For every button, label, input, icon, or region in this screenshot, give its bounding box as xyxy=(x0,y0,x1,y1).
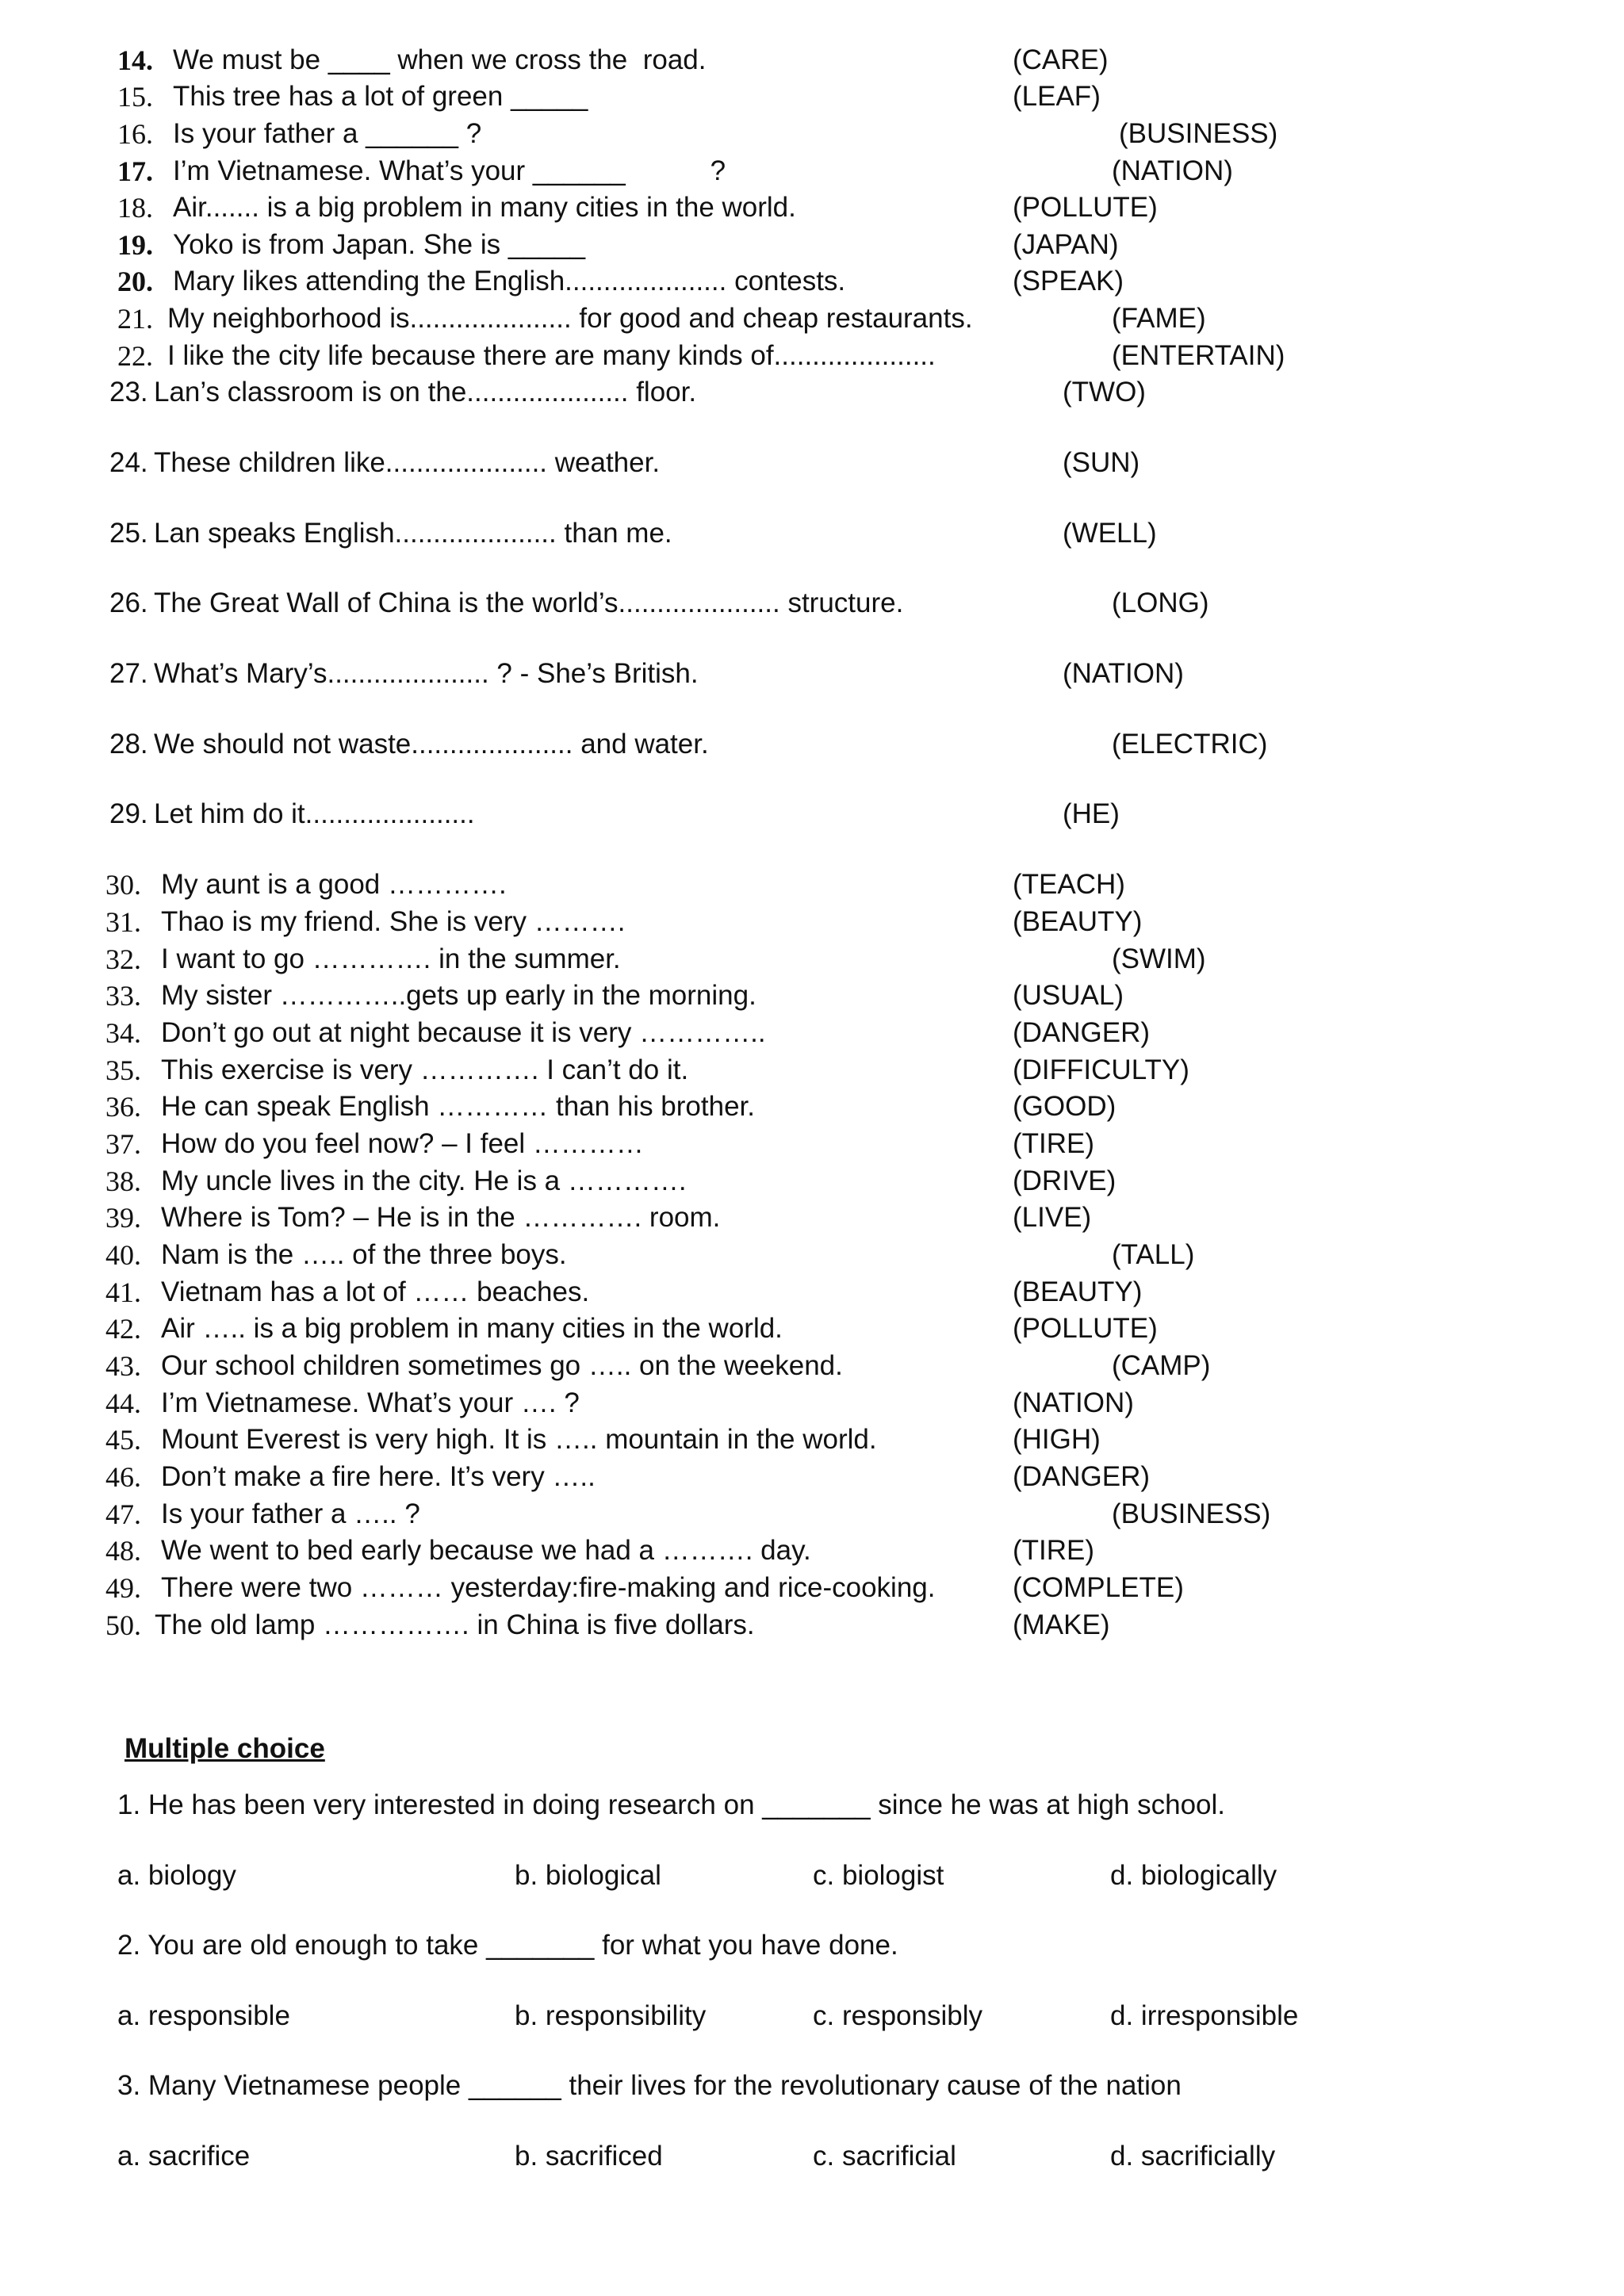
word-hint: (POLLUTE) xyxy=(1013,192,1158,223)
exercise-sentence: My neighborhood is..................... for good and cheap restaurants. xyxy=(167,303,973,334)
exercise-number: 39. xyxy=(105,1202,141,1234)
word-hint: (USUAL) xyxy=(1013,980,1124,1011)
word-hint: (BUSINESS) xyxy=(1112,1498,1271,1529)
answer-option: b. sacrificed xyxy=(515,2141,663,2172)
exercise-sentence: My uncle lives in the city. He is a …………. xyxy=(161,1165,687,1196)
exercise-sentence: The old lamp ……………. in China is five dollars. xyxy=(155,1609,755,1640)
exercise-number: 40. xyxy=(105,1239,141,1271)
exercise-sentence: We should not waste..................... and water. xyxy=(154,729,709,760)
word-hint: (BUSINESS) xyxy=(1119,118,1278,149)
exercise-sentence: Lan speaks English..................... than me. xyxy=(154,518,672,549)
exercise-sentence: Air....... is a big problem in many cities in the world. xyxy=(173,192,796,223)
answer-option: d. sacrificially xyxy=(1110,2141,1276,2172)
exercise-sentence: He can speak English ………… than his brother. xyxy=(161,1091,755,1122)
exercise-number: 31. xyxy=(105,906,141,938)
exercise-sentence: Vietnam has a lot of …… beaches. xyxy=(161,1276,590,1307)
exercise-number: 19. xyxy=(117,229,153,261)
word-hint: (POLLUTE) xyxy=(1013,1313,1158,1344)
exercise-sentence: My sister …………..gets up early in the morning. xyxy=(161,980,756,1011)
word-hint: (LEAF) xyxy=(1013,81,1101,112)
exercise-number: 16. xyxy=(117,118,153,150)
exercise-number: 37. xyxy=(105,1128,141,1160)
answer-option: d. biologically xyxy=(1110,1860,1277,1891)
exercise-sentence: How do you feel now? – I feel ………… xyxy=(161,1128,644,1159)
word-hint: (DIFFICULTY) xyxy=(1013,1054,1189,1085)
word-hint: (NATION) xyxy=(1063,658,1184,689)
exercise-sentence: Lan’s classroom is on the..................... floor. xyxy=(154,377,697,408)
exercise-number: 50. xyxy=(105,1609,141,1641)
exercise-sentence: These children like..................... weather. xyxy=(154,447,661,478)
exercise-number: 46. xyxy=(105,1461,141,1493)
exercise-number: 18. xyxy=(117,192,153,224)
exercise-sentence: Don’t make a fire here. It’s very ….. xyxy=(161,1461,596,1492)
exercise-sentence: This exercise is very …………. I can’t do it. xyxy=(161,1054,689,1085)
exercise-number: 41. xyxy=(105,1276,141,1308)
word-hint: (NATION) xyxy=(1112,155,1233,186)
word-hint: (SPEAK) xyxy=(1013,266,1124,297)
word-hint: (NATION) xyxy=(1013,1387,1134,1418)
word-hint: (JAPAN) xyxy=(1013,229,1119,260)
exercise-number: 48. xyxy=(105,1535,141,1567)
answer-option: c. responsibly xyxy=(813,2000,982,2031)
exercise-sentence: Our school children sometimes go ….. on the weekend. xyxy=(161,1350,843,1381)
exercise-number: 30. xyxy=(105,869,141,901)
word-hint: (DRIVE) xyxy=(1013,1165,1116,1196)
word-hint: (SUN) xyxy=(1063,447,1140,478)
word-hint: (TIRE) xyxy=(1013,1535,1095,1566)
exercise-number: 34. xyxy=(105,1017,141,1049)
word-hint: (COMPLETE) xyxy=(1013,1572,1184,1603)
exercise-number: 47. xyxy=(105,1498,141,1530)
answer-option: c. sacrificial xyxy=(813,2141,956,2172)
exercise-sentence: Thao is my friend. She is very ………. xyxy=(161,906,626,937)
exercise-number: 42. xyxy=(105,1313,141,1345)
exercise-sentence: I’m Vietnamese. What’s your ______ ? xyxy=(173,155,726,186)
word-hint: (TALL) xyxy=(1112,1239,1195,1270)
exercise-number: 43. xyxy=(105,1350,141,1382)
exercise-number: 24. xyxy=(109,447,148,478)
exercise-sentence: I want to go …………. in the summer. xyxy=(161,943,621,974)
exercise-sentence: Mount Everest is very high. It is ….. mountain in the world. xyxy=(161,1424,877,1455)
word-hint: (TEACH) xyxy=(1013,869,1125,900)
exercise-number: 22. xyxy=(117,340,153,372)
section-heading: Multiple choice xyxy=(124,1733,325,1764)
word-hint: (WELL) xyxy=(1063,518,1157,549)
word-hint: (BEAUTY) xyxy=(1013,1276,1143,1307)
word-hint: (LONG) xyxy=(1112,587,1209,618)
word-hint: (SWIM) xyxy=(1112,943,1206,974)
exercise-number: 20. xyxy=(117,266,153,297)
question-text: 1. He has been very interested in doing research on _______ since he was at high school. xyxy=(117,1789,1226,1820)
exercise-sentence: Where is Tom? – He is in the …………. room. xyxy=(161,1202,721,1233)
word-hint: (FAME) xyxy=(1112,303,1206,334)
word-hint: (ELECTRIC) xyxy=(1112,729,1268,760)
word-hint: (GOOD) xyxy=(1013,1091,1116,1122)
exercise-sentence: Nam is the ….. of the three boys. xyxy=(161,1239,567,1270)
word-hint: (ENTERTAIN) xyxy=(1112,340,1285,371)
exercise-sentence: Don’t go out at night because it is very ………….. xyxy=(161,1017,766,1048)
exercise-number: 15. xyxy=(117,81,153,113)
exercise-sentence: I like the city life because there are many kinds of..................... xyxy=(167,340,936,371)
answer-option: a. sacrifice xyxy=(117,2141,251,2172)
exercise-sentence: We went to bed early because we had a ………. day. xyxy=(161,1535,811,1566)
exercise-sentence: The Great Wall of China is the world’s..................... structure. xyxy=(154,587,904,618)
exercise-number: 44. xyxy=(105,1387,141,1419)
word-hint: (MAKE) xyxy=(1013,1609,1110,1640)
exercise-number: 27. xyxy=(109,658,148,689)
exercise-number: 23. xyxy=(109,377,148,408)
exercise-sentence: Mary likes attending the English..................... contests. xyxy=(173,266,846,297)
answer-option: a. responsible xyxy=(117,2000,290,2031)
exercise-number: 45. xyxy=(105,1424,141,1456)
word-hint: (TWO) xyxy=(1063,377,1146,408)
answer-option: b. biological xyxy=(515,1860,661,1891)
exercise-number: 26. xyxy=(109,587,148,618)
exercise-sentence: There were two ……… yesterday:fire-making and rice-cooking. xyxy=(161,1572,936,1603)
word-hint: (BEAUTY) xyxy=(1013,906,1143,937)
question-text: 3. Many Vietnamese people ______ their lives for the revolutionary cause of the nation xyxy=(117,2070,1182,2101)
exercise-number: 38. xyxy=(105,1165,141,1197)
exercise-number: 35. xyxy=(105,1054,141,1086)
exercise-number: 21. xyxy=(117,303,153,335)
exercise-number: 17. xyxy=(117,155,153,187)
exercise-number: 33. xyxy=(105,980,141,1012)
exercise-sentence: What’s Mary’s..................... ? - She’s British. xyxy=(154,658,699,689)
exercise-sentence: I’m Vietnamese. What’s your …. ? xyxy=(161,1387,580,1418)
word-hint: (CARE) xyxy=(1013,44,1109,75)
word-hint: (HIGH) xyxy=(1013,1424,1101,1455)
exercise-number: 36. xyxy=(105,1091,141,1123)
word-hint: (DANGER) xyxy=(1013,1017,1151,1048)
exercise-sentence: Let him do it...................... xyxy=(154,798,475,829)
exercise-sentence: Air ….. is a big problem in many cities in the world. xyxy=(161,1313,783,1344)
exercise-number: 14. xyxy=(117,44,153,76)
answer-option: c. biologist xyxy=(813,1860,944,1891)
exercise-number: 32. xyxy=(105,943,141,975)
word-hint: (DANGER) xyxy=(1013,1461,1151,1492)
word-hint: (LIVE) xyxy=(1013,1202,1092,1233)
word-hint: (HE) xyxy=(1063,798,1120,829)
answer-option: d. irresponsible xyxy=(1110,2000,1299,2031)
exercise-sentence: We must be ____ when we cross the road. xyxy=(173,44,707,75)
exercise-number: 29. xyxy=(109,798,148,829)
answer-option: a. biology xyxy=(117,1860,236,1891)
answer-option: b. responsibility xyxy=(515,2000,707,2031)
exercise-number: 49. xyxy=(105,1572,141,1604)
exercise-number: 25. xyxy=(109,518,148,549)
word-hint: (TIRE) xyxy=(1013,1128,1095,1159)
exercise-sentence: Is your father a ….. ? xyxy=(161,1498,420,1529)
exercise-sentence: This tree has a lot of green _____ xyxy=(173,81,588,112)
exercise-number: 28. xyxy=(109,729,148,760)
question-text: 2. You are old enough to take _______ for what you have done. xyxy=(117,1930,898,1961)
word-hint: (CAMP) xyxy=(1112,1350,1211,1381)
exercise-sentence: Yoko is from Japan. She is _____ xyxy=(173,229,586,260)
exercise-sentence: Is your father a ______ ? xyxy=(173,118,482,149)
exercise-sentence: My aunt is a good …………. xyxy=(161,869,507,900)
